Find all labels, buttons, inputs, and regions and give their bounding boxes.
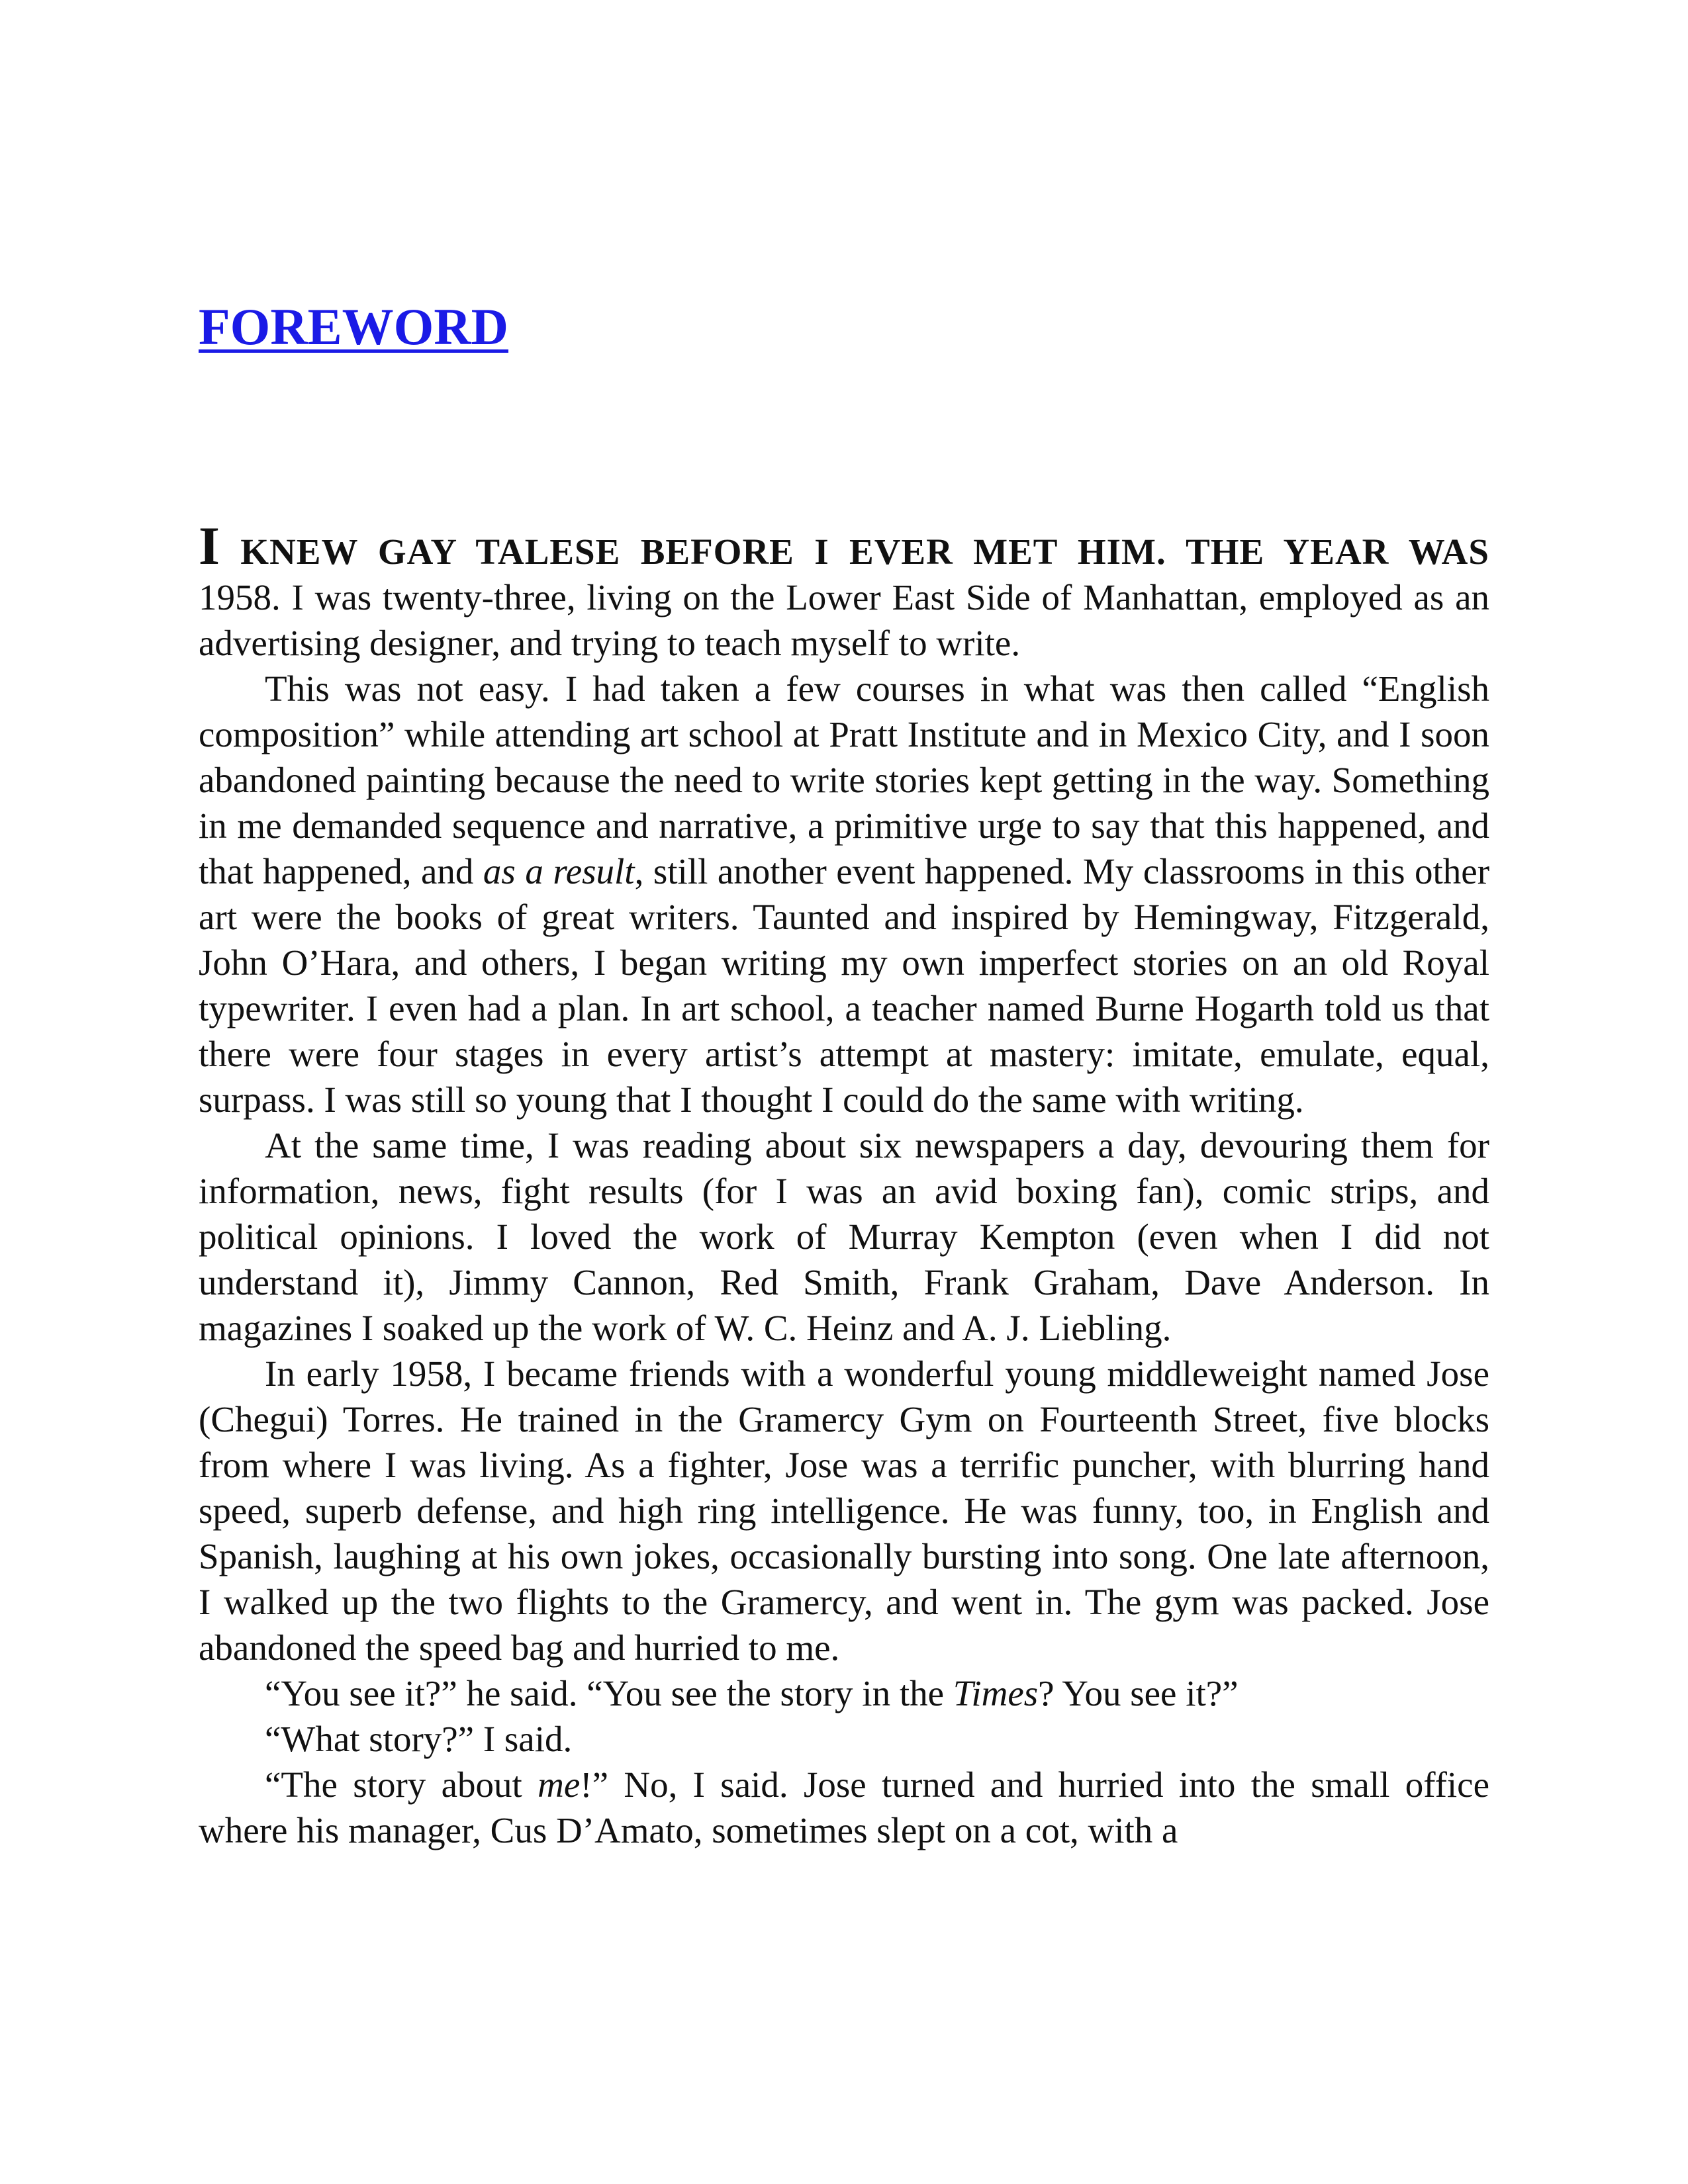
opening-smallcaps: KNEW GAY TALESE BEFORE I EVER MET HIM. THE YEAR WAS	[240, 531, 1489, 572]
opening-rest: 1958. I was twenty-three, living on the Lower East Side of Manhattan, employed as an advertising designer, and trying to teach myself to write.	[199, 577, 1489, 663]
paragraph-2	[199, 666, 1489, 1122]
paragraph-2-emphasis: as a result	[483, 851, 635, 891]
opening-line	[199, 516, 1489, 576]
opening-paragraph	[199, 516, 1489, 666]
paragraph-5-text-b: ? You see it?”	[1038, 1673, 1239, 1713]
drop-cap: I	[199, 516, 220, 576]
document-page	[199, 0, 1489, 2184]
paragraph-7-text-b: !” No, I said. Jose turned and hurried into the small office where his manager, Cus D’Amato, sometimes slept on a cot, with a	[199, 1764, 1489, 1850]
paragraph-2-text-a: This was not easy. I had taken a few courses in what was then called “English composition” while attending art school at Pratt Institute and in Mexico City, and I soon abandoned painting because the need to write stories kept getting in the way. Something in me demanded sequence and narrative, a primitive urge to say that this happened, and that happened, and	[199, 668, 1489, 891]
paragraph-7	[199, 1762, 1489, 1853]
foreword-body	[199, 516, 1490, 1853]
paragraph-2-text-b: , still another event happened. My classrooms in this other art were the books of great writers. Taunted and inspired by Hemingway, Fitzgerald, John O’Hara, and others, I began writing my own imperfect stories on an old Royal typewriter. I even had a plan. In art school, a teacher named Burne Hogarth told us that there were four stages in every artist’s attempt at mastery: imitate, emulate, equal, surpass. I was still so young that I thought I could do the same with writing.	[199, 851, 1490, 1120]
paragraph-4: In early 1958, I became friends with a wonderful young middleweight named Jose (Chegui) Torres. He trained in the Gramercy Gym on Fourteenth Street, five blocks from where I was living. As a fighter, Jose was a terrific puncher, with blurring hand speed, superb defense, and high ring intelligence. He was funny, too, in English and Spanish, laughing at his own jokes, occasionally bursting into song. One late afternoon, I walked up the two flights to the Gramercy, and went in. The gym was packed. Jose abandoned the speed bag and hurried to me.	[199, 1353, 1489, 1668]
foreword-heading-link[interactable]: FOREWORD	[199, 298, 508, 355]
paragraph-5	[199, 1670, 1489, 1716]
paragraph-7-emphasis: me	[538, 1764, 581, 1805]
paragraph-5-text-a: “You see it?” he said. “You see the story in the	[265, 1673, 953, 1713]
paragraph-3: At the same time, I was reading about six newspapers a day, devouring them for information, news, fight results (for I was an avid boxing fan), comic strips, and political opinions. I loved the work of Murray Kempton (even when I did not understand it), Jimmy Cannon, Red Smith, Frank Graham, Dave Anderson. In magazines I soaked up the work of W. C. Heinz and A. J. Liebling.	[199, 1125, 1489, 1348]
paragraph-5-emphasis: Times	[953, 1673, 1039, 1713]
paragraph-6: “What story?” I said.	[265, 1719, 573, 1759]
paragraph-7-text-a: “The story about	[265, 1764, 538, 1805]
